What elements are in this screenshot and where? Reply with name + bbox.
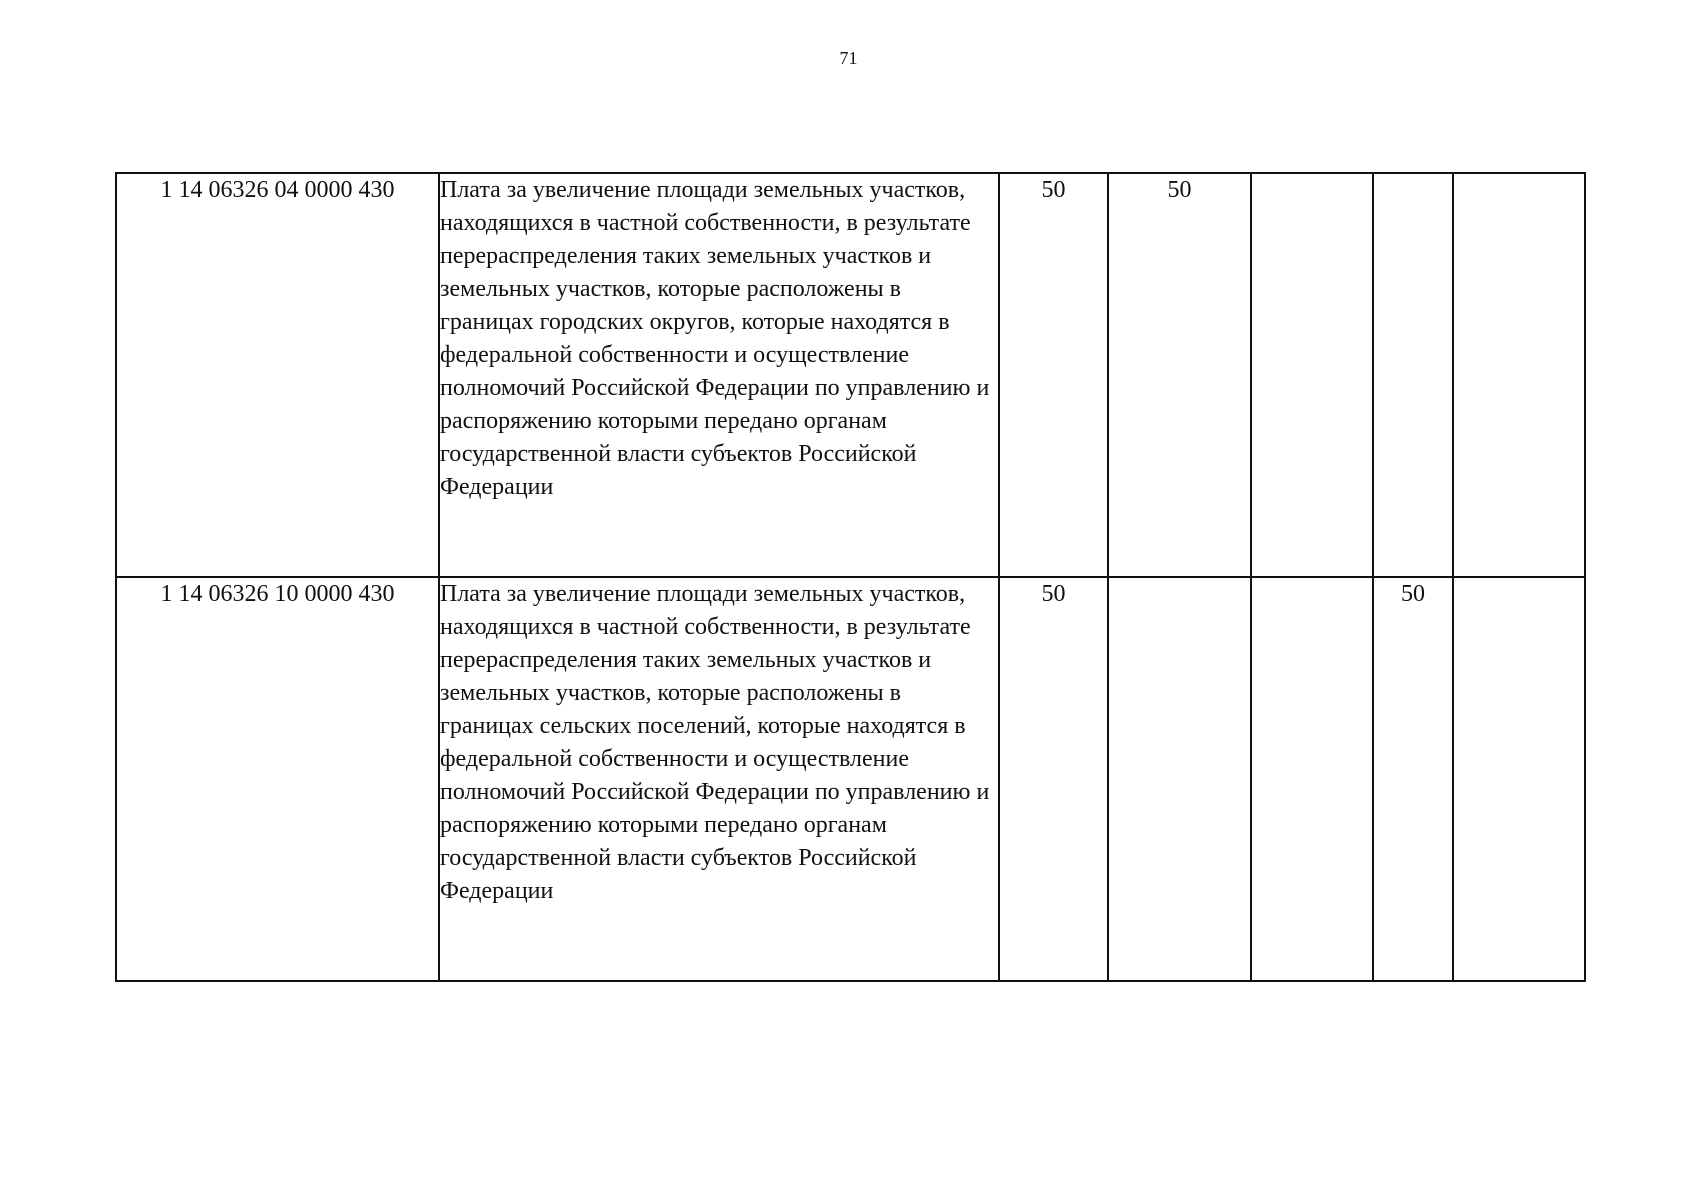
value-cell-2: 50 <box>1108 173 1251 577</box>
budget-code-cell: 1 14 06326 10 0000 430 <box>116 577 439 981</box>
description-cell: Плата за увеличение площади земельных участков, находящихся в частной собственности, в результате перераспределения таких земельных участков и земельных участков, которые расположены в границах городских округов, которые находятся в федеральной собственности и осуществление полномочий Российской Федерации по управлению и распоряжению которыми передано органам государственной власти субъектов Российской Федерации <box>439 173 999 577</box>
value-cell-2 <box>1108 577 1251 981</box>
value-cell-1: 50 <box>999 577 1108 981</box>
value-cell-3 <box>1251 173 1373 577</box>
revenue-table <box>115 172 1586 982</box>
value-cell-5 <box>1453 577 1585 981</box>
value-cell-4: 50 <box>1373 577 1453 981</box>
value-cell-4 <box>1373 173 1453 577</box>
value-cell-1: 50 <box>999 173 1108 577</box>
description-cell: Плата за увеличение площади земельных участков, находящихся в частной собственности, в результате перераспределения таких земельных участков и земельных участков, которые расположены в границах сельских поселений, которые находятся в федеральной собственности и осуществление полномочий Российской Федерации по управлению и распоряжению которыми передано органам государственной власти субъектов Российской Федерации <box>439 577 999 981</box>
table-row <box>116 577 1585 981</box>
value-cell-5 <box>1453 173 1585 577</box>
value-cell-3 <box>1251 577 1373 981</box>
table-row <box>116 173 1585 577</box>
budget-code-cell: 1 14 06326 04 0000 430 <box>116 173 439 577</box>
page-number: 71 <box>839 48 858 68</box>
